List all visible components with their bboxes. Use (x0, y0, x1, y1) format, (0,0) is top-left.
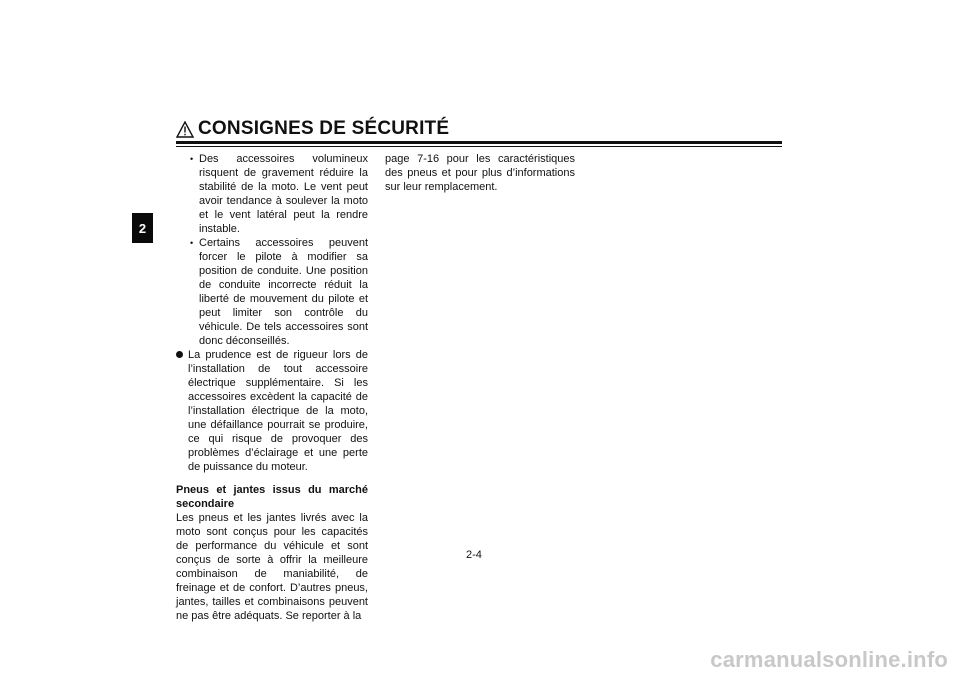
bullet-item (176, 348, 368, 474)
section-paragraph: Les pneus et les jantes livrés avec la moto sont conçus pour les capacités de performance du véhicule et sont conçus de sorte à offrir la meilleure combinaison de maniabilité, de freinage et de confort. D’autres pneus, jantes, tailles et combinaisons peuvent ne pas être adéquats. Se reporter à la (176, 512, 368, 622)
continued-paragraph: page 7-16 pour les caractéristiques des pneus et pour plus d’informations sur leur remplacement. (385, 153, 575, 193)
header-rule-thin (176, 146, 782, 147)
page-header (176, 118, 782, 140)
left-column (176, 152, 368, 623)
page-title: CONSIGNES DE SÉCURITÉ (198, 118, 450, 139)
page-number: 2-4 (466, 549, 482, 561)
sub-bullet-text: Des accessoires volumineux risquent de gravement réduire la stabilité de la moto. Le vent peut avoir tendance à soulever la moto et le vent latéral peut la rendre instable. (199, 153, 368, 235)
watermark-logo: carmanualsonline.info (710, 647, 948, 672)
bullet-dot-icon (176, 351, 183, 358)
chapter-tab: 2 (132, 213, 153, 243)
warning-triangle-icon (176, 121, 194, 138)
sub-bullet-item (176, 236, 368, 348)
sub-bullet-marker: • (190, 154, 194, 164)
header-rule-thick (176, 141, 782, 144)
bullet-text: La prudence est de rigueur lors de l’installation de tout accessoire électrique supplémentaire. Si les accessoires excèdent la capacité de l’installation électrique de la moto, une défaillance pourrait se produire, ce qui risque de provoquer des problèmes d’éclairage et une perte de puissance du moteur. (188, 349, 368, 473)
sub-bullet-marker: • (190, 238, 194, 248)
right-column (385, 152, 575, 194)
section-heading: Pneus et jantes issus du marché secondaire (176, 484, 368, 510)
sub-bullet-text: Certains accessoires peuvent forcer le pilote à modifier sa position de conduite. Une position de conduite incorrecte réduit la liberté de mouvement du pilote et peut limiter son contrôle du véhicule. De tels accessoires sont donc déconseillés. (199, 237, 368, 347)
sub-bullet-item (176, 152, 368, 236)
